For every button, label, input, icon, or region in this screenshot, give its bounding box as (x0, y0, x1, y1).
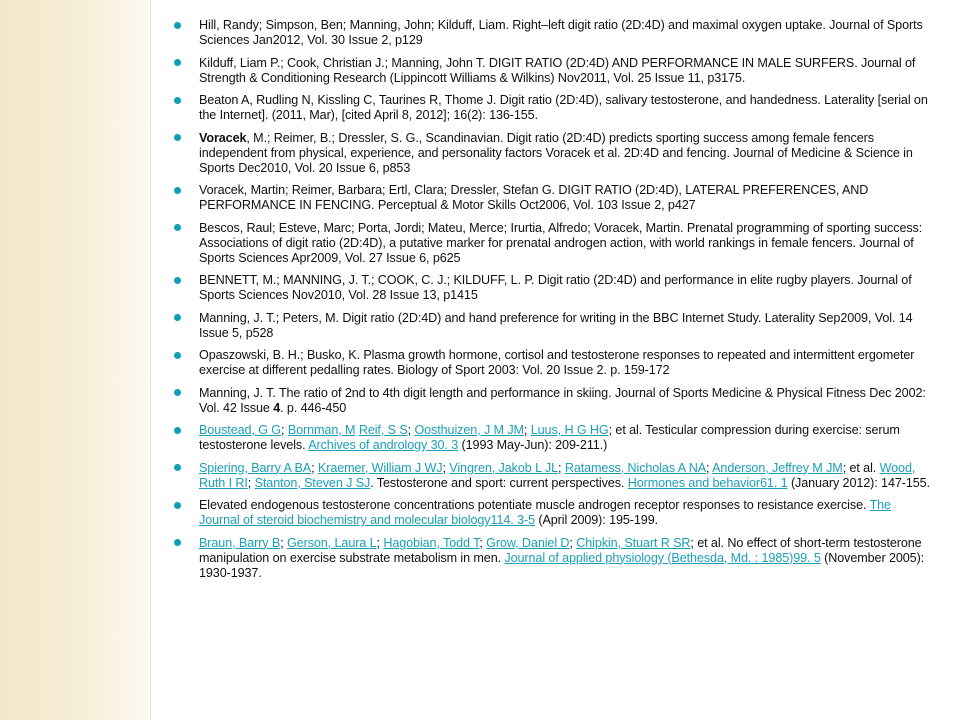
reference-link[interactable]: Bornman, M (287, 423, 356, 437)
reference-item (172, 93, 932, 123)
reference-text: Hill, Randy; Simpson, Ben; Manning, John; Kilduff, Liam. Right–left digit ratio (2D:4D) and maximal oxygen uptake. Journal of Sports Sciences Jan2012, Vol. 30 Issue 2, p129 (199, 18, 923, 47)
side-band-divider (150, 0, 151, 720)
reference-text: Manning, J. T. The ratio of 2nd to 4th digit length and performance in skiing. Journal of Sports Medicine & Physical Fitness Dec 2002: Vol. 42 Issue (199, 385, 926, 415)
reference-item (172, 56, 932, 86)
reference-link[interactable]: Gerson, Laura L (287, 535, 377, 550)
reference-link[interactable]: The Journal of steroid biochemistry and molecular biology114. 3-5 (199, 498, 891, 527)
bullet-icon (174, 427, 181, 434)
reference-text: ; (523, 423, 531, 437)
bullet-icon (174, 277, 181, 284)
bullet-icon (174, 539, 181, 546)
reference-link[interactable]: Vingren, Jakob L JL (449, 460, 559, 475)
reference-text: Elevated endogenous testosterone concentrations potentiate muscle androgen receptor responses to resistance exercise. (199, 498, 870, 512)
decorative-side-band (0, 0, 150, 720)
reference-item (172, 536, 932, 581)
reference-link[interactable]: Chipkin, Stuart R SR (576, 535, 691, 550)
reference-text: ; (311, 460, 318, 475)
bullet-icon (174, 97, 181, 104)
reference-item (172, 386, 932, 416)
reference-link[interactable]: Braun, Barry B (199, 535, 281, 550)
reference-bold-text: 4 (273, 400, 281, 415)
reference-item (172, 221, 932, 266)
reference-text: ; (479, 535, 487, 550)
reference-link[interactable]: Anderson, Jeffrey M JM (712, 460, 843, 475)
reference-text: Voracek, Martin; Reimer, Barbara; Ertl, Clara; Dressler, Stefan G. DIGIT RATIO (2D:4D), LATERAL PREFERENCES, AND PERFORMANCE IN FENCING. Perceptual & Motor Skills Oct2006, Vol. 103 Issue 2, p427 (199, 183, 869, 212)
reference-text: ; (281, 423, 288, 437)
reference-text: ; et al. No effect of short-term testosterone manipulation on exercise substrate metabolism in men. (199, 535, 922, 565)
reference-bold-text: Voracek (199, 130, 247, 145)
reference-link[interactable]: Oosthuizen, J M JM (414, 423, 524, 437)
reference-list (172, 18, 932, 588)
reference-text: ; et al. (842, 460, 880, 475)
reference-text: ; (280, 535, 288, 550)
bullet-icon (174, 352, 181, 359)
reference-item (172, 498, 932, 528)
reference-link[interactable]: Spiering, Barry A BA (199, 460, 312, 475)
reference-link[interactable]: Luus, H G HG (530, 423, 609, 437)
reference-item (172, 423, 932, 453)
reference-item (172, 461, 932, 491)
reference-link[interactable]: Hagobian, Todd T (383, 535, 480, 550)
reference-item (172, 348, 932, 378)
reference-text: (1993 May-Jun): 209-211.) (458, 438, 608, 452)
reference-text: (November 2005): 1930-1937. (199, 550, 925, 580)
bullet-icon (174, 134, 181, 141)
bullet-icon (174, 59, 181, 66)
reference-text: Opaszowski, B. H.; Busko, K. Plasma growth hormone, cortisol and testosterone responses to repeated and intermittent ergometer exercise at different pedalling rates. Biology of Sport 2003: Vol. 20 Issue 2. p. 159-172 (199, 348, 915, 377)
reference-link[interactable]: Grow, Daniel D (486, 535, 570, 550)
bullet-icon (174, 464, 181, 471)
reference-text: ; (558, 460, 565, 475)
reference-item (172, 18, 932, 48)
bullet-icon (174, 314, 181, 321)
bullet-icon (174, 224, 181, 231)
reference-link[interactable]: Hormones and behavior61. 1 (627, 475, 788, 490)
reference-text: ; (569, 535, 577, 550)
reference-link[interactable]: Kraemer, William J WJ (317, 460, 443, 475)
reference-link[interactable]: Ratamess, Nicholas A NA (564, 460, 707, 475)
reference-link[interactable]: Stanton, Steven J SJ (254, 475, 371, 490)
reference-text: ; (407, 423, 415, 437)
bullet-icon (174, 389, 181, 396)
reference-text: . Testosterone and sport: current perspectives. (370, 475, 628, 490)
reference-link[interactable]: Archives of andrology 30. 3 (308, 438, 459, 452)
reference-text: ; (706, 460, 713, 475)
reference-item (172, 131, 932, 176)
reference-text: . p. 446-450 (280, 400, 347, 415)
reference-text: ; (247, 475, 255, 490)
reference-item (172, 183, 932, 213)
reference-link[interactable]: Journal of applied physiology (Bethesda, Md. : 1985)99. 5 (504, 550, 821, 565)
bullet-icon (174, 22, 181, 29)
bullet-icon (174, 502, 181, 509)
reference-text: ; (376, 535, 384, 550)
reference-text: ; et al. Testicular compression during exercise: serum testosterone levels. (199, 423, 900, 452)
reference-text: Kilduff, Liam P.; Cook, Christian J.; Manning, John T. DIGIT RATIO (2D:4D) AND PERFORMANCE IN MALE SURFERS. Journal of Strength & Conditioning Research (Lippincott Williams & Wilkins) Nov2011, Vol. 25 Issue 11, p3175. (199, 55, 916, 85)
reference-text: Bescos, Raul; Esteve, Marc; Porta, Jordi; Mateu, Merce; Irurtia, Alfredo; Voracek, Martin. Prenatal programming of sporting success: Associations of digit ratio (2D:4D), a putative marker for prenatal androgen action, with world rankings in female fencers. Journal of Sports Sciences Apr2009, Vol. 27 Issue 6, p625 (199, 220, 923, 265)
reference-text: BENNETT, M.; MANNING, J. T.; COOK, C. J.; KILDUFF, L. P. Digit ratio (2D:4D) and performance in elite rugby players. Journal of Sports Sciences Nov2010, Vol. 28 Issue 13, p1415 (199, 273, 912, 302)
reference-item (172, 273, 932, 303)
reference-text: Beaton A, Rudling N, Kissling C, Taurines R, Thome J. Digit ratio (2D:4D), salivary testosterone, and handedness. Laterality [serial on the Internet]. (2011, Mar), [cited April 8, 2012]; 16(2): 136-155. (199, 93, 928, 122)
reference-link[interactable]: Boustead, G G (199, 423, 282, 437)
reference-text: (January 2012): 147-155. (787, 475, 930, 490)
reference-link[interactable]: Wood, Ruth I RI (199, 460, 916, 490)
reference-item (172, 311, 932, 341)
bullet-icon (174, 187, 181, 194)
reference-link[interactable]: Reif, S S (358, 423, 408, 437)
reference-text: (April 2009): 195-199. (534, 513, 658, 527)
reference-text: , M.; Reimer, B.; Dressler, S. G., Scandinavian. Digit ratio (2D:4D) predicts sporting success among female fencers independent from physical, experience, and personality factors Voracek et al. 2D:4D and fencing. Journal of Medicine & Science in Sports Dec2010, Vol. 20 Issue 6, p853 (199, 130, 913, 175)
reference-text: Manning, J. T.; Peters, M. Digit ratio (2D:4D) and hand preference for writing in the BBC Internet Study. Laterality Sep2009, Vol. 14 Issue 5, p528 (199, 310, 913, 340)
reference-text: ; (442, 460, 450, 475)
